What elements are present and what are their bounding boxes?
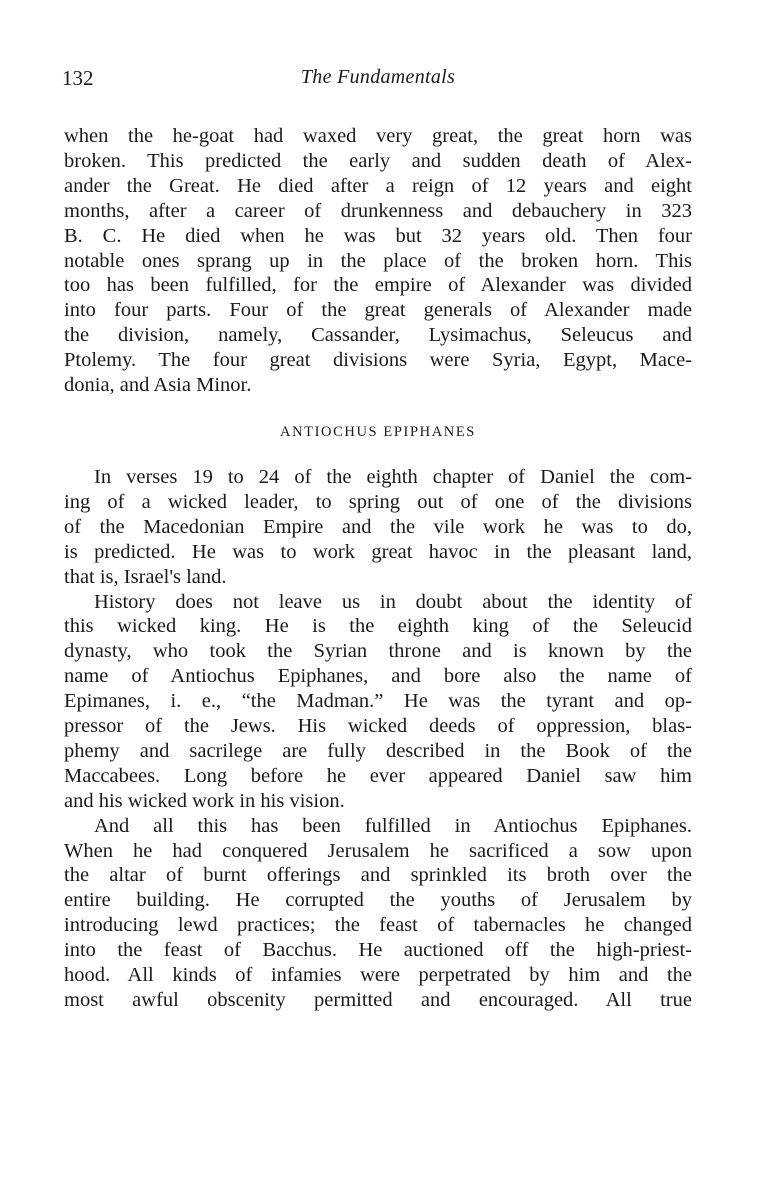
text-line: notable ones sprang up in the place of the broken horn. This [64,249,692,272]
text-line: and his wicked work in his vision. [64,789,345,812]
text-line: Maccabees. Long before he ever appeared Daniel saw him [64,764,692,787]
text-line: that is, Israel's land. [64,565,227,588]
text-line: name of Antiochus Epiphanes, and bore also the name of [64,665,692,688]
text-line: And all this has been fulfilled in Antiochus Epiphanes. [94,814,692,837]
text-line: ing of a wicked leader, to spring out of one of the divisions [64,490,692,513]
paragraph-2 [64,465,692,590]
text-line: this wicked king. He is the eighth king of the Seleucid [64,615,692,638]
text-line: B. C. He died when he was but 32 years old. Then four [64,224,692,247]
text-line: into the feast of Bacchus. He auctioned off the high-priest- [64,939,692,962]
text-line: months, after a career of drunkenness and debauchery in 323 [64,199,692,222]
text-line: is predicted. He was to work great havoc in the pleasant land, [64,540,692,563]
running-head [64,66,692,106]
text-line: entire building. He corrupted the youths of Jerusalem by [64,889,692,912]
text-line: When he had conquered Jerusalem he sacrificed a sow upon [64,839,692,862]
text-line: the division, namely, Cassander, Lysimachus, Seleucus and [64,324,692,347]
paragraph-3 [64,590,692,814]
text-line: introducing lewd practices; the feast of tabernacles he changed [64,914,692,937]
page-number: 132 [62,66,94,90]
text-line: Ptolemy. The four great divisions were Syria, Egypt, Mace- [64,349,692,372]
text-line: ander the Great. He died after a reign of 12 years and eight [64,174,692,197]
text-line: dynasty, who took the Syrian throne and is known by the [64,640,692,663]
text-line: hood. All kinds of infamies were perpetrated by him and the [64,964,692,987]
book-title: The Fundamentals [300,66,456,88]
text-line: into four parts. Four of the great generals of Alexander made [64,299,692,322]
text-line: most awful obscenity permitted and encouraged. All true [64,989,692,1011]
text-line: the altar of burnt offerings and sprinkled its broth over the [64,864,692,887]
text-line: In verses 19 to 24 of the eighth chapter of Daniel the com- [94,465,692,488]
section-heading: ANTIOCHUS EPIPHANES [280,423,476,440]
paragraph-1 [64,124,692,398]
paragraph-4 [64,814,692,1013]
text-line: Epimanes, i. e., “the Madman.” He was the tyrant and op- [64,690,692,713]
text-line: phemy and sacrilege are fully described in the Book of the [64,739,692,762]
text-line: History does not leave us in doubt about the identity of [94,590,692,613]
text-line: when the he-goat had waxed very great, the great horn was [64,125,692,147]
text-line: donia, and Asia Minor. [64,374,252,397]
text-line: broken. This predicted the early and sudden death of Alex- [64,149,692,172]
text-line: of the Macedonian Empire and the vile work he was to do, [64,515,692,538]
text-line: pressor of the Jews. His wicked deeds of oppression, blas- [64,715,692,738]
book-page [64,66,692,1013]
text-line: too has been fulfilled, for the empire of Alexander was divided [64,274,692,297]
